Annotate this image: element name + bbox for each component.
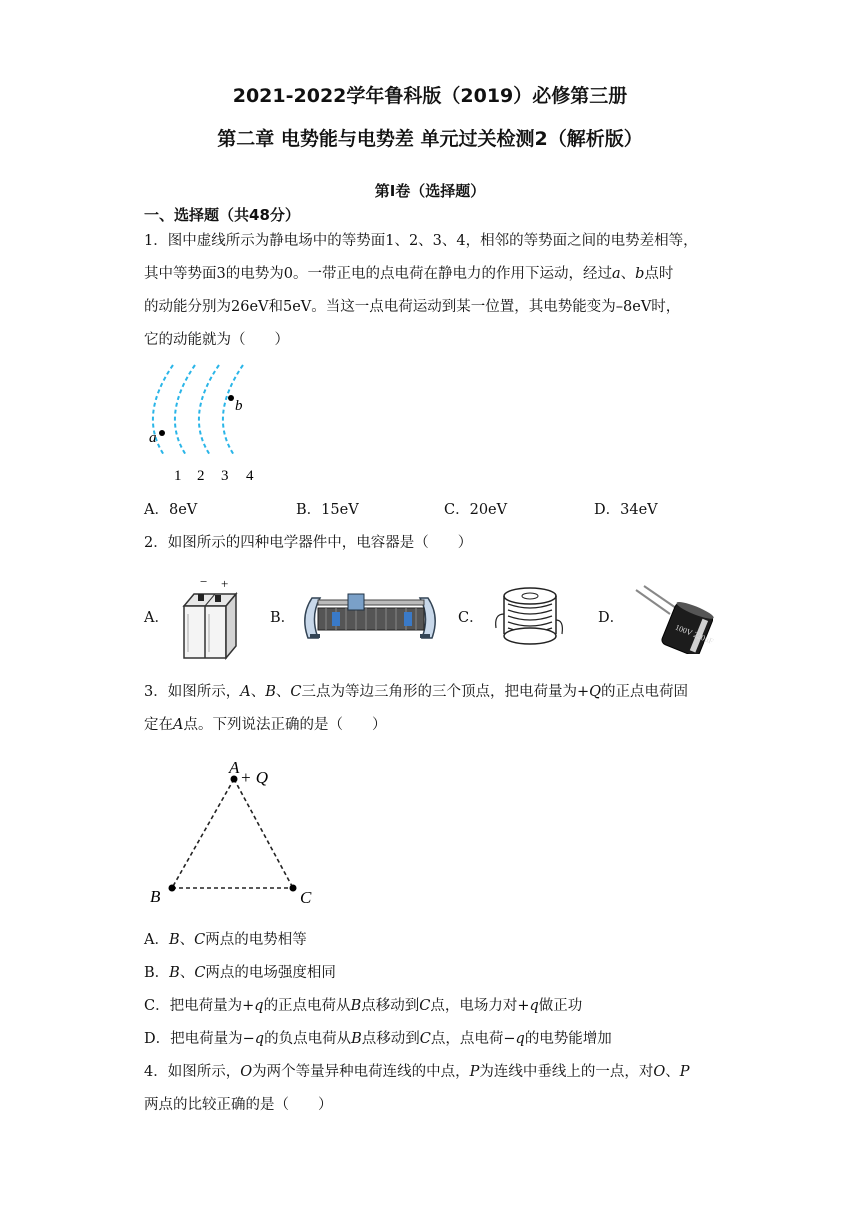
capacitor-image: [626, 584, 720, 654]
q2-label-b: B．: [270, 610, 296, 626]
q3-line2: 定在A点。下列说法正确的是（ ）: [144, 717, 387, 733]
rheostat-image: [296, 586, 446, 650]
q3-option-d: D．把电荷量为−q的负点电荷从B点移动到C点，点电荷−q的电势能增加: [144, 1031, 612, 1047]
volume-heading: 第I卷（选择题）: [374, 182, 486, 200]
q1-line2: 其中等势面3的电势为0。一带正电的点电荷在静电力的作用下运动，经过a、b点时: [144, 266, 674, 282]
q2-label-c: C．: [458, 610, 484, 626]
vertex-c-label: C: [300, 888, 312, 907]
q4-line1: 4．如图所示，O为两个等量异种电荷连线的中点，P为连线中垂线上的一点，对O、P: [144, 1064, 690, 1080]
surface-3-label: 3: [221, 468, 229, 484]
equipotential-figure: [140, 360, 280, 488]
document-title: 2021-2022学年鲁科版（2019）必修第三册: [232, 85, 628, 107]
q3-option-c: C．把电荷量为+q的正点电荷从B点移动到C点，电场力对+q做正功: [144, 998, 583, 1014]
q1-line3: 的动能分别为26eV和5eV。当这一点电荷运动到某一位置，其电势能变为–8eV时，: [144, 299, 681, 315]
q4-line2: 两点的比较正确的是（ ）: [144, 1097, 333, 1113]
battery-plus-label: +: [221, 576, 229, 591]
q2-label-a: A．: [144, 610, 169, 626]
q2-line1: 2．如图所示的四种电学器件中，电容器是（ ）: [144, 535, 473, 551]
q1-option-d: D．34eV: [594, 502, 658, 518]
q1-option-a: A．8eV: [144, 502, 198, 518]
capacitor-rating-label: 100V 220μF: [673, 622, 715, 647]
point-b-label: b: [235, 398, 243, 414]
q1-option-c: C．20eV: [444, 502, 508, 518]
charge-q-label: + Q: [240, 768, 268, 787]
inductor-coil-image: [490, 584, 566, 648]
q3-option-b: B．B、C两点的电场强度相同: [144, 965, 336, 981]
battery-minus-label: −: [200, 574, 208, 589]
q2-label-d: D．: [598, 610, 625, 626]
q3-option-a: A．B、C两点的电势相等: [144, 932, 307, 948]
q1-line4: 它的动能就为（ ）: [144, 332, 289, 348]
battery-image: [176, 574, 242, 662]
q1-line1: 1．图中虚线所示为静电场中的等势面1、2、3、4，相邻的等势面之间的电势差相等，: [144, 233, 698, 249]
triangle-figure: [140, 752, 330, 912]
document-subtitle: 第二章 电势能与电势差 单元过关检测2（解析版）: [217, 128, 643, 150]
vertex-a-label: A: [229, 758, 240, 777]
vertex-b-label: B: [150, 887, 161, 906]
point-a-label: a: [149, 430, 157, 446]
q3-line1: 3．如图所示，A、B、C三点为等边三角形的三个顶点，把电荷量为+Q的正点电荷固: [144, 684, 689, 700]
q1-option-b: B．15eV: [296, 502, 359, 518]
surface-4-label: 4: [246, 468, 254, 484]
surface-1-label: 1: [174, 468, 182, 484]
surface-2-label: 2: [197, 468, 205, 484]
section-heading: 一、选择题（共48分）: [144, 206, 300, 224]
